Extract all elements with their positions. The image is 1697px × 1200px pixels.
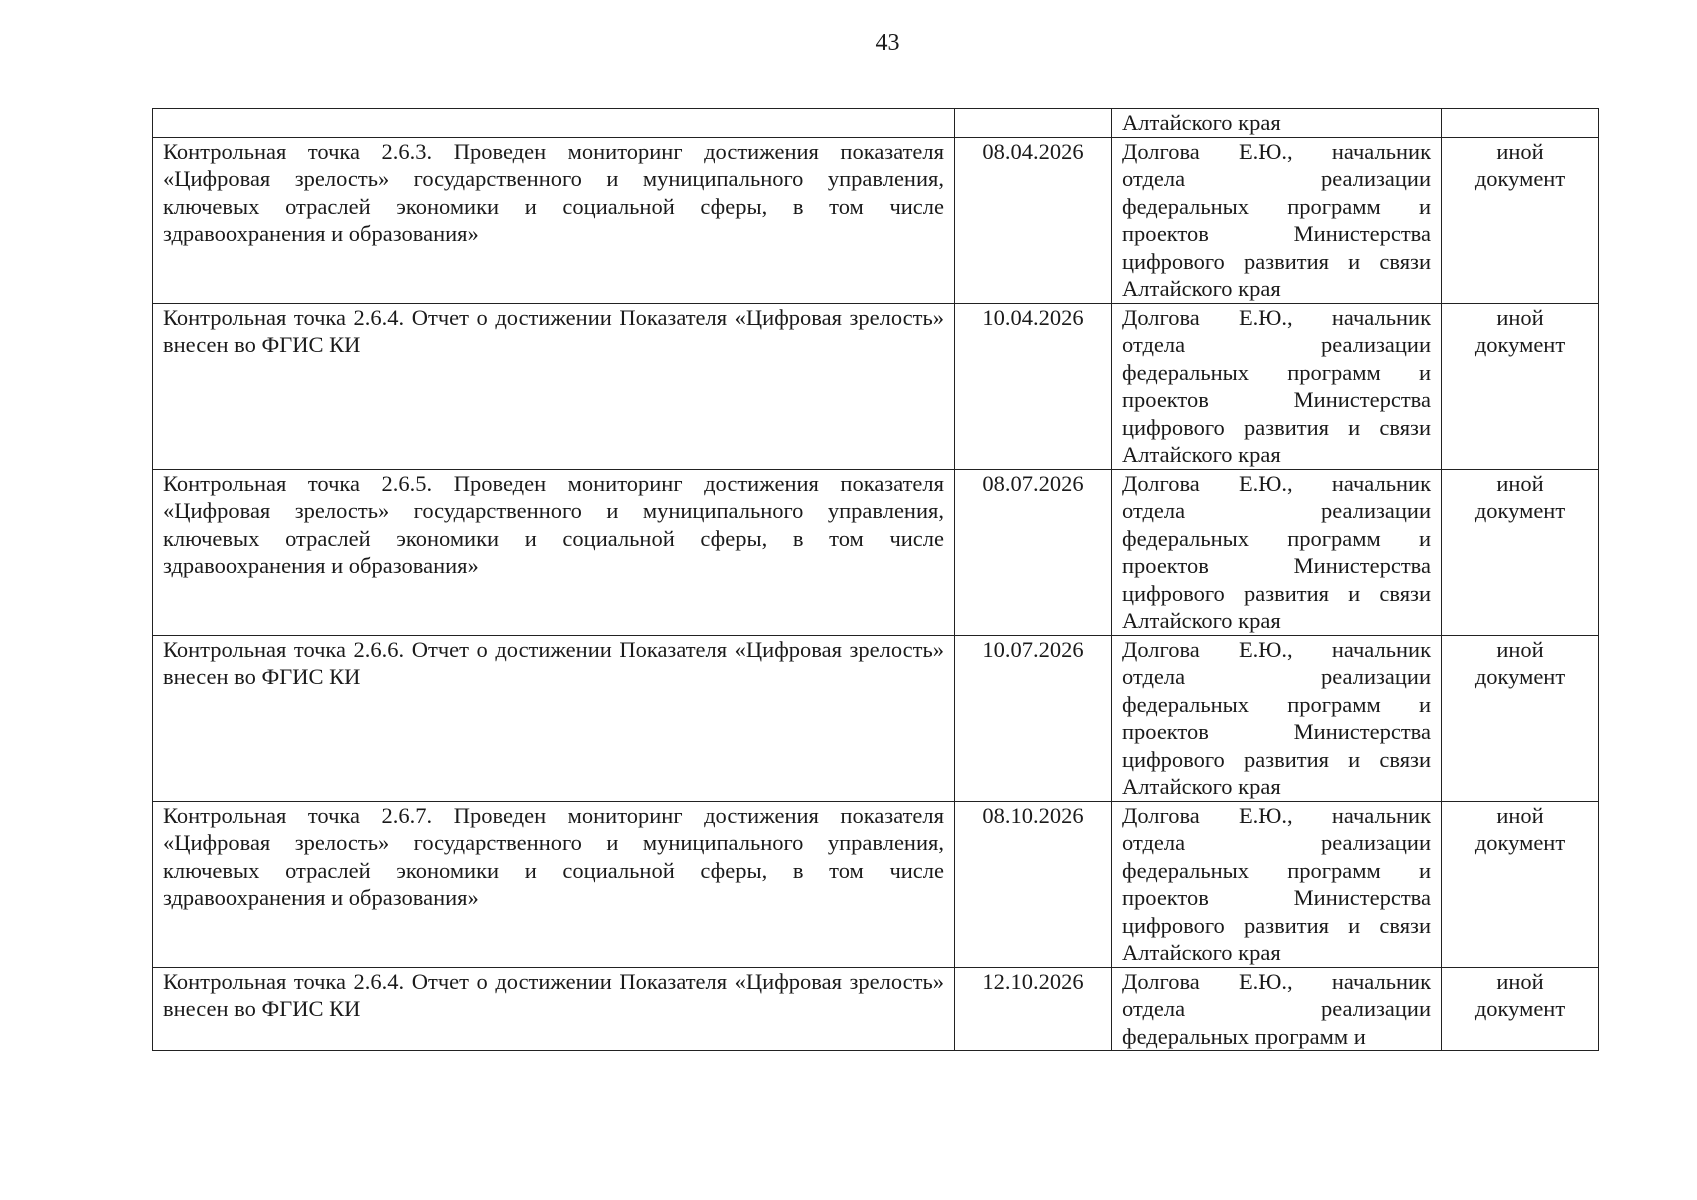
control-point-date: 10.07.2026 (982, 636, 1084, 662)
description-cell (153, 469, 955, 635)
responsible-line: цифрового развития и связи (1122, 580, 1431, 606)
date-cell (955, 801, 1112, 967)
responsible-line: проектов Министерства (1122, 387, 1431, 412)
control-point-date: 08.04.2026 (982, 138, 1084, 164)
responsible-line: отдела реализации (1122, 332, 1431, 357)
date-cell (955, 635, 1112, 801)
responsible-line: Алтайского края (1122, 774, 1281, 799)
control-point-description: Контрольная точка 2.6.4. Отчет о достижении Показателя «Цифровая зрелость» внесен во ФГИС КИ (163, 968, 944, 1021)
table-row (153, 469, 1599, 635)
responsible-cell (1112, 967, 1442, 1051)
description-cell (153, 967, 955, 1051)
responsible-line: отдела реализации (1122, 166, 1431, 191)
control-point-description: Контрольная точка 2.6.7. Проведен мониторинг достижения показателя «Цифровая зрелость» государственного и муниципального управления, ключевых отраслей экономики и социальной сферы, в том числе здравоохранения и образования» (163, 802, 944, 910)
control-point-description: Контрольная точка 2.6.4. Отчет о достижении Показателя «Цифровая зрелость» внесен во ФГИС КИ (163, 304, 944, 357)
date-cell (955, 967, 1112, 1051)
responsible-line: отдела реализации (1122, 498, 1431, 523)
document-type: иной документ (1474, 802, 1566, 855)
control-point-description: Контрольная точка 2.6.6. Отчет о достижении Показателя «Цифровая зрелость» внесен во ФГИС КИ (163, 636, 944, 689)
responsible-line: федеральных программ и (1122, 857, 1431, 883)
document-type: иной документ (1474, 138, 1566, 191)
control-point-date: 08.07.2026 (982, 470, 1084, 496)
responsible-line: отдела реализации (1122, 996, 1431, 1021)
document-type: иной документ (1474, 968, 1566, 1021)
document-type: иной документ (1474, 470, 1566, 523)
control-point-date: 12.10.2026 (982, 968, 1084, 994)
responsible-line: проектов Министерства (1122, 885, 1431, 910)
table-row (153, 137, 1599, 303)
document-type: иной документ (1474, 304, 1566, 357)
responsible-line: Долгова Е.Ю., начальник (1122, 470, 1431, 496)
responsible-line: проектов Министерства (1122, 719, 1431, 744)
responsible-line: федеральных программ и (1122, 359, 1431, 385)
responsible-line: федеральных программ и (1122, 1023, 1366, 1049)
responsible-line: федеральных программ и (1122, 193, 1431, 219)
table-row (153, 635, 1599, 801)
doc-type-cell (1442, 469, 1599, 635)
table-row (153, 967, 1599, 1051)
responsible-line: Долгова Е.Ю., начальник (1122, 968, 1431, 994)
doc-type-cell (1442, 635, 1599, 801)
responsible-cell (1112, 469, 1442, 635)
description-cell (153, 109, 955, 138)
responsible-line: Долгова Е.Ю., начальник (1122, 802, 1431, 828)
description-cell (153, 137, 955, 303)
responsible-line: Алтайского края (1122, 608, 1281, 633)
doc-type-cell (1442, 109, 1599, 138)
responsible-line: Алтайского края (1122, 940, 1281, 965)
responsible-line: проектов Министерства (1122, 221, 1431, 246)
date-cell (955, 137, 1112, 303)
control-point-description: Контрольная точка 2.6.3. Проведен мониторинг достижения показателя «Цифровая зрелость» государственного и муниципального управления, ключевых отраслей экономики и социальной сферы, в том числе здравоохранения и образования» (163, 138, 944, 246)
responsible-line: Алтайского края (1122, 442, 1281, 467)
table-row (153, 303, 1599, 469)
responsible-cell (1112, 303, 1442, 469)
responsible-line: отдела реализации (1122, 664, 1431, 689)
document-type: иной документ (1474, 636, 1566, 689)
responsible-cell (1112, 635, 1442, 801)
responsible-line: Алтайского края (1122, 110, 1281, 135)
responsible-line: Алтайского края (1122, 276, 1281, 301)
date-cell (955, 109, 1112, 138)
responsible-line: федеральных программ и (1122, 525, 1431, 551)
doc-type-cell (1442, 967, 1599, 1051)
responsible-line: цифрового развития и связи (1122, 912, 1431, 938)
date-cell (955, 303, 1112, 469)
description-cell (153, 635, 955, 801)
responsible-line: цифрового развития и связи (1122, 248, 1431, 274)
control-points-table (152, 108, 1599, 1051)
table-row (153, 801, 1599, 967)
date-cell (955, 469, 1112, 635)
responsible-line: федеральных программ и (1122, 691, 1431, 717)
doc-type-cell (1442, 303, 1599, 469)
responsible-line: проектов Министерства (1122, 553, 1431, 578)
doc-type-cell (1442, 137, 1599, 303)
control-point-date: 10.04.2026 (982, 304, 1084, 330)
description-cell (153, 801, 955, 967)
doc-type-cell (1442, 801, 1599, 967)
responsible-cell (1112, 801, 1442, 967)
description-cell (153, 303, 955, 469)
responsible-line: цифрового развития и связи (1122, 746, 1431, 772)
responsible-cell (1112, 137, 1442, 303)
control-point-description: Контрольная точка 2.6.5. Проведен мониторинг достижения показателя «Цифровая зрелость» государственного и муниципального управления, ключевых отраслей экономики и социальной сферы, в том числе здравоохранения и образования» (163, 470, 944, 578)
responsible-line: Долгова Е.Ю., начальник (1122, 138, 1431, 164)
responsible-cell (1112, 109, 1442, 138)
responsible-line: Долгова Е.Ю., начальник (1122, 636, 1431, 662)
responsible-line: отдела реализации (1122, 830, 1431, 855)
responsible-line: Долгова Е.Ю., начальник (1122, 304, 1431, 330)
control-point-date: 08.10.2026 (982, 802, 1084, 828)
table-row-continuation (153, 109, 1599, 138)
page-number: 43 (875, 30, 900, 56)
responsible-line: цифрового развития и связи (1122, 414, 1431, 440)
